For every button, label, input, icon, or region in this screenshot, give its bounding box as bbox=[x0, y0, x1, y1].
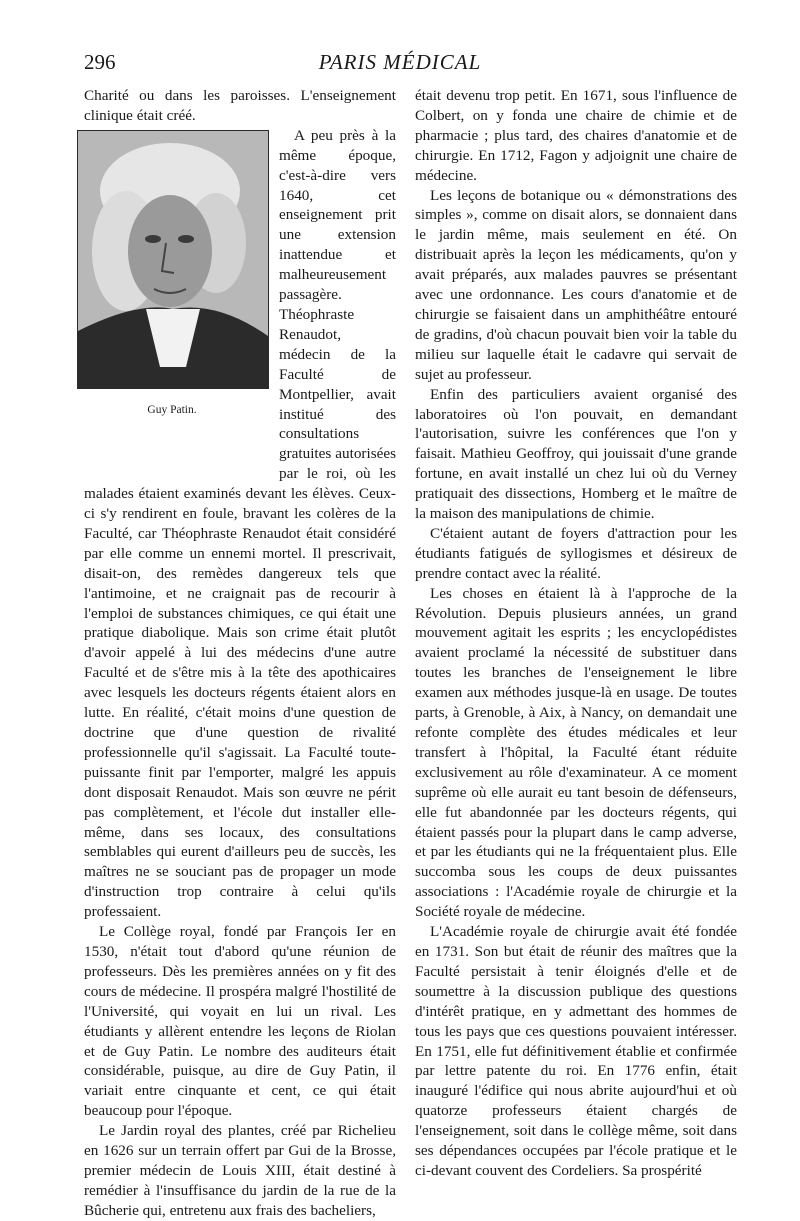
paragraph: Les choses en étaient là à l'approche de la Révolution. Depuis plusieurs années, un grand mouvement agitait les esprits ; les encyclopédistes avaient proclamé la nécessité de substituer dans toutes les branches de l'enseignement le libre examen aux méthodes jusque-là en usage. De toutes parts, à Grenoble, à Aix, à Nancy, on demandait une refonte complète des études médicales et leur transfert à l'hôpital, la Faculté étant réduite exclusivement au rôle d'examinateur. A ce moment suprême où elle aurait eu tant besoin de défenseurs, elle fut abandonnée par les docteurs régents, qui étaient passés pour la plupart dans le camp adverse, et par les étudiants qui ne la fréquentaient plus. Elle succomba sous les coups de deux puissantes associations : l'Académie royale de chirurgie et la Société royale de médecine. bbox=[415, 584, 737, 921]
paragraph: Enfin des particuliers avaient organisé des laboratoires où l'on pouvait, en demandant l'autorisation, suivre les conférences que l'on y faisait. Mathieu Geoffroy, qui jouissait d'une grande fortune, en avait installé un chez lui où du Verney pratiquait des dissections, Homberg et le maître de la maison des manipulations de chimie. bbox=[415, 385, 737, 523]
paragraph: Le Collège royal, fondé par François Ier en 1530, n'était tout d'abord qu'une réunion de professeurs. Dès les premières années on y fit des cours de médecine. Il prospéra malgré l'hostilité de l'Université, qui voyait en lui un rival. Les étudiants y allèrent entendre les leçons de Riolan et de Guy Patin. Le nombre des auditeurs était considérable, puisque, au dire de Guy Patin, il variait entre cinquante et cent, ce qui était beaucoup pour l'époque. bbox=[84, 923, 396, 1120]
figure bbox=[77, 130, 271, 470]
paragraph: L'Académie royale de chirurgie avait été fondée en 1731. Son but était de réunir des maîtres que la Faculté persistait à tenir éloignés d'elle et de soumettre à la discussion publique des questions d'intérêt pratique, en y admettant des hommes de tous les pays que ces questions pouvaient intéresser. En 1751, elle fut définitivement établie et confirmée par lettre patente du roi. En 1776 enfin, était inauguré l'édifice qui nous abrite aujourd'hui et où quatorze professeurs étaient chargés de l'enseignement, soit dans le collège même, soit dans ses dépendances occupées par l'école pratique et le ci-devant couvent des Cordeliers. Sa prospérité bbox=[415, 923, 737, 1179]
page-number: 296 bbox=[84, 50, 116, 74]
right-column bbox=[415, 86, 737, 1181]
figure-caption: Guy Patin. bbox=[147, 403, 197, 416]
left-column bbox=[84, 86, 396, 1221]
portrait-image bbox=[77, 130, 269, 389]
paragraph: Les leçons de botanique ou « démonstrations des simples », comme on disait alors, se donnaient dans le jardin même, mais seulement en été. On distribuait après la leçon les médicaments, qu'on y avait préparés, aux malades pauvres se présentant avec une ordonnance. Les cours d'anatomie et de chirurgie se faisaient dans un amphithéâtre entouré de gradins, d'où chacun pouvait bien voir la table du milieu sur laquelle était le cadavre qui servait de sujet au professeur. bbox=[415, 186, 737, 383]
paragraph: Charité ou dans les paroisses. L'enseignement clinique était créé. bbox=[84, 87, 396, 124]
running-title: PARIS MÉDICAL bbox=[318, 50, 482, 74]
paragraph: Le Jardin royal des plantes, créé par Richelieu en 1626 sur un terrain offert par Gui de la Brosse, premier médecin de Louis XIII, était destiné à remédier à l'insuffisance du jardin de la rue de la Bûcherie qui, entretenu aux frais des bacheliers, bbox=[84, 1122, 396, 1219]
portrait-drawing bbox=[78, 131, 268, 388]
paragraph: était devenu trop petit. En 1671, sous l'influence de Colbert, on y fonda une chaire de chimie et de pharmacie ; plus tard, des chaires d'anatomie et de chirurgie. En 1712, Fagon y adjoignit une chaire de médecine. bbox=[415, 87, 737, 184]
paragraph: A peu près à la même époque, c'est-à-dire vers 1640, cet enseignement prit une extension inattendue et malheureusement passagère. Théophraste Renaudot, médecin de la Faculté de Montpellier, avait institué des consultations gratuites autorisées par le roi, où les malades étaient examinés devant les élèves. Ceux-ci s'y rendirent en foule, bravant les colères de la Faculté, car Théophraste Renaudot était considéré par elle comme un ennemi mortel. Il prescrivait, disait-on, des remèdes dangereux tels que l'antimoine, et ne craignait pas de recourir à l'emploi de substances chimiques, ce qui était une pratique diabolique. Mais son crime était plutôt d'avoir appelé à lui des médecins d'une autre Faculté et de s'être mis à la tête des apothicaires avec lesquels les docteurs régents étaient alors en lutte. En réalité, c'était moins d'une question de doctrine que d'une question de rivalité professionnelle qu'il s'agissait. La Faculté toute-puissante finit par l'emporter, malgré les appuis dont disposait Renaudot. Mais son œuvre ne périt pas complètement, et l'école dut installer elle-même, dans ses locaux, des consultations semblables qui eurent d'ailleurs peu de succès, les maîtres ne se souciant pas de propager un mode d'instruction trop contraire à celui qu'ils professaient. bbox=[84, 126, 396, 921]
paragraph: C'étaient autant de foyers d'attraction pour les étudiants fatigués de syllogismes et désireux de prendre contact avec la réalité. bbox=[415, 524, 737, 582]
